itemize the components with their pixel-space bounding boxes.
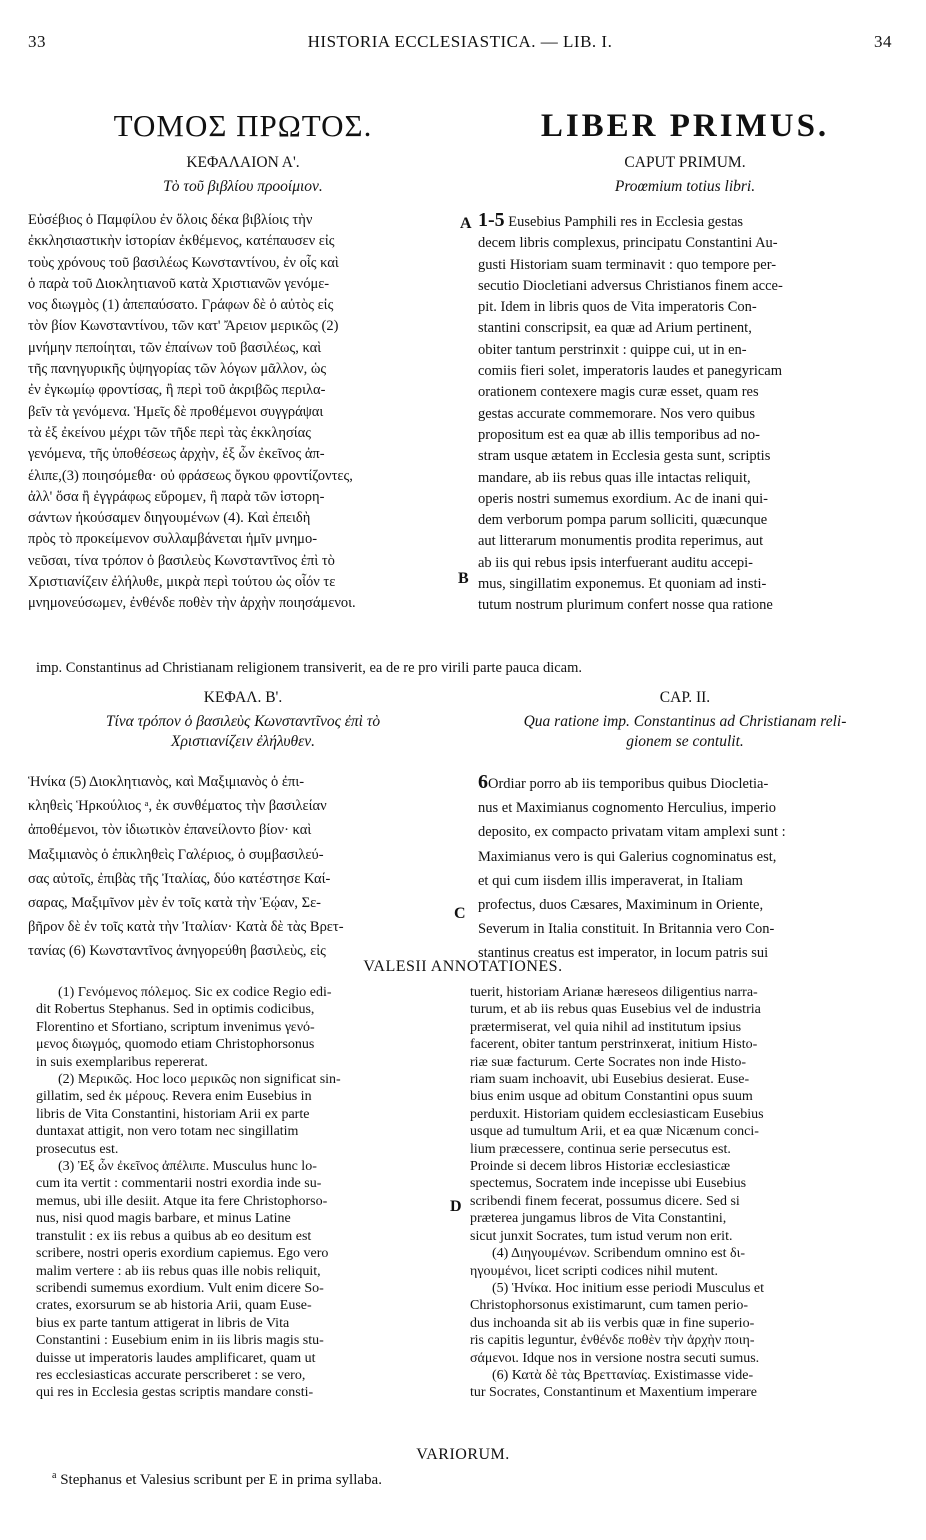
note-line: (2) Μερικῶς. Hoc loco μερικῶς non significat sin- (58, 1072, 341, 1088)
text-line: σάντων ἠκούσαμεν διηγουμένων (4). Καὶ ἐπειδὴ (28, 510, 311, 527)
note-line: spectemus, Socratem inde incepisse ubi Eusebius (470, 1176, 747, 1192)
margin-letter-c: C (454, 905, 466, 922)
text-line: gusti Historiam suam terminavit : quo tempore per- (478, 256, 777, 273)
text-line: et qui cum iisdem illis imperaverat, in Italiam (478, 872, 743, 889)
note-line: in suis exemplaribus repererat. (36, 1054, 208, 1070)
latin-text-chapter-1 (478, 210, 892, 617)
text-line: βῆρον δὲ ἐν τοῖς κατὰ τὴν Ἰταλίαν· Κατὰ δὲ τὰς Βρετ- (28, 919, 344, 936)
note-line: Constantini : Eusebium enim in iis libris magis stu- (36, 1333, 324, 1349)
text-line: Maximianus vero is qui Galerius cognominatus est, (478, 848, 777, 865)
text-line-content: Eusebius Pamphili res in Ecclesia gestas (508, 214, 744, 230)
note-line: scribere, nostri operis exordium capiemus. Ego vero (36, 1246, 329, 1262)
text-line: comiis fieri solet, imperatoris laudes et panegyricam (478, 363, 782, 380)
note-line: res ecclesiasticas accurate perscriberet : se vero, (36, 1367, 306, 1383)
note-line: μενος διωγμός, quomodo etiam Christophorsonus (36, 1037, 315, 1053)
text-line: γενόμενα, τῆς ὑποθέσεως ἀρχὴν, ἐξ ὧν ἐκεῖνος ἀπ- (28, 446, 325, 463)
note-line: cum ita vertit : commentarii nostri exordia inde su- (36, 1176, 322, 1192)
annotations-heading: VALESII ANNOTATIONES. (363, 958, 563, 975)
note-line: duisse ut imperatoris laudes amplificaret, quam ut (36, 1350, 316, 1366)
note-line: riæ suæ facturum. Certe Socrates non inde Histo- (470, 1054, 747, 1070)
text-line (478, 770, 892, 796)
note-line: crates, exorsurum se ab historia Arii, quam Euse- (36, 1298, 312, 1314)
text-line: obiter tantum perstrinxit : quippe cui, ut in en- (478, 341, 747, 358)
variorum-note-text: Stephanus et Valesius scribunt per E in prima syllaba. (60, 1472, 382, 1488)
text-line: stram usque ætatem in Ecclesia gesta sunt, scriptis (478, 448, 771, 465)
note-line: Florentino et Sfortiano, scriptum invenimus γενό- (36, 1019, 315, 1035)
note-line: scribendi sumemus exordium. Vult enim dicere So- (36, 1280, 324, 1296)
margin-letter-d: D (450, 1198, 462, 1215)
tome-title: ΤΟΜΟΣ ΠΡΩΤΟΣ. (113, 108, 373, 143)
running-head (28, 32, 892, 56)
note-line: tur Socrates, Constantinum et Maxentium imperare (470, 1385, 757, 1401)
note-line: (5) Ἡνίκα. Hoc initium esse periodi Musculus et (492, 1280, 765, 1296)
note-line: Proinde si decem libros Historiæ ecclesiasticæ (470, 1159, 731, 1175)
text-line: μνημονεύσωμεν, ἐνθένδε ποθὲν τὴν ἀρχὴν ποιησάμενοι. (28, 595, 356, 612)
text-line: stantini conscripsit, ea quæ ad Arium pertinent, (478, 320, 752, 337)
note-line: ris capitis leguntur, ἐνθένδε ποθὲν τὴν ἀρχὴν ποιη- (470, 1333, 755, 1349)
text-line: Μαξιμιανὸς ὁ ἐπικληθεὶς Γαλέριος, ὁ συμβασιλεύ- (28, 846, 324, 863)
text-line: βεῖν τὰ γενόμενα. Ἡμεῖς δὲ προθέμενοι συγγράψαι (28, 403, 324, 420)
text-line: profectus, duos Cæsares, Maximinum in Oriente, (478, 897, 764, 914)
text-line: decem libris complexus, principatu Constantini Au- (478, 235, 778, 252)
note-line: turum, et ab iis rebus quas Eusebius vel de industria (470, 1002, 761, 1018)
text-line: propositum est ea quæ ab illis temporibus ad no- (478, 426, 760, 443)
chapter-subtitle-latin-line-2: gionem se contulit. (626, 733, 744, 750)
note-line: duntaxat attigit, non vero totam nec singillatim (36, 1124, 299, 1140)
note-line: prætermiserat, vel quia nihil ad institutum ipsius (470, 1019, 742, 1035)
note-line: ηγουμένοι, licet scripti codices nihil mutent. (470, 1263, 719, 1279)
text-line: stantinus creatus est imperator, in locum patris sui (478, 945, 769, 962)
section-number: 1-5 (478, 210, 505, 231)
note-line: usque ad tumultum Arii, et ea quæ Nicænum conci- (470, 1124, 759, 1140)
note-line: (3) Ἐξ ὧν ἐκεῖνος ἀπέλιπε. Musculus hunc lo- (58, 1159, 317, 1175)
text-line: ἀλλ' ὅσα ἢ ἐγγράφως εὕρομεν, ἢ παρὰ τῶν ἱστορη- (28, 488, 325, 505)
latin-column-heading (478, 106, 892, 198)
text-line: μνήμην πεποίηται, τῶν ἐπαίνων τοῦ βασιλέως, καὶ (28, 339, 322, 356)
note-line: scribendi finem fecerat, possumus dicere. Sed si (470, 1193, 740, 1209)
text-line: τὰ ἐξ ἐκείνου μέχρι τῶν τῆδε περὶ τὰς ἐκκλησίας (28, 424, 311, 441)
page-number-left: 33 (28, 32, 46, 51)
note-line: (4) Διηγουμένων. Scribendum omnino est δι- (492, 1246, 746, 1262)
text-line: Χριστιανίζειν ἐλήλυθε, μικρὰ περὶ τούτου ὡς οἷόν τε (28, 574, 336, 591)
chapter-subtitle-greek-line-1: Τίνα τρόπον ὁ βασιλεὺς Κωνσταντῖνος ἐπὶ τὸ (105, 713, 381, 730)
variorum-note (52, 1470, 382, 1489)
text-line: νεῦσαι, τίνα τρόπον ὁ βασιλεὺς Κωνσταντῖνος ἐπὶ τὸ (28, 552, 335, 569)
note-line: riam suam inchoavit, ubi Eusebius desierat. Euse- (470, 1072, 750, 1088)
text-line: pit. Idem in libris quos de Vita imperatoris Con- (478, 299, 757, 316)
text-line: τανίας (6) Κωνσταντῖνος ἀνηγορεύθη βασιλεὺς, εἰς (28, 943, 326, 960)
note-line: σάμενοι. Idque nos in versione nostra secuti sumus. (470, 1350, 760, 1366)
text-line: operis nostri sumemus exordium. Ac de inani qui- (478, 490, 768, 507)
note-line: lium præcessere, continua serie persecutus est. (470, 1141, 731, 1157)
text-line: έλιπε,(3) ποιησόμεθα· οὐ φράσεως ὄγκου φροντίζοντες, (28, 467, 353, 484)
latin-text-chapter-2 (478, 770, 892, 966)
text-line: ὁ παρὰ τοῦ Διοκλητιανοῦ κατὰ Χριστιανῶν γενόμε- (28, 275, 330, 292)
text-line: πρὸς τὸ προκείμενον συλλαμβάνεται ἡμῖν μνημο- (28, 531, 318, 548)
note-line: perduxit. Historiam quidem ecclesiasticam Eusebius (470, 1106, 764, 1122)
text-line: tutum nostrum plurimum confert nosse qua ratione (478, 597, 773, 614)
text-line: Severum in Italia constituit. In Britannia vero Con- (478, 921, 775, 938)
note-line: dit Robertus Stephanus. Sed in optimis codicibus, (36, 1002, 315, 1018)
text-line (478, 210, 892, 233)
greek-text-chapter-1 (28, 210, 458, 615)
greek-chapter-2-heading (28, 686, 458, 752)
text-line: orationem contexere magis curæ esset, quam res (478, 384, 759, 401)
liber-title: LIBER PRIMUS. (540, 108, 830, 144)
section-number: 6 (478, 771, 488, 793)
chapter-subtitle-latin: Proœmium totius libri. (614, 178, 756, 195)
text-line: Εὐσέβιος ὁ Παμφίλου ἐν ὅλοις δέκα βιβλίοις τὴν (28, 212, 313, 228)
text-line: τὸν βίον Κωνσταντίνου, τῶν κατ' Ἄρειον μερικῶς (2) (28, 318, 339, 335)
text-line: deposito, ex compacto privatam vitam amplexi sunt : (478, 824, 786, 841)
page-number-right: 34 (874, 32, 892, 51)
text-line: secutio Diocletiani adversus Christianos finem acce- (478, 277, 783, 294)
text-line: gestas accurate commemorare. Nos vero quibus (478, 405, 756, 422)
text-line: τοὺς χρόνους τοῦ βασιλέως Κωνσταντίνου, ἐν οἷς καὶ (28, 254, 339, 271)
text-line: νος διωγμὸς (1) ἀπεπαύσατο. Γράφων δὲ ὁ αὐτὸς εἰς (28, 297, 334, 314)
note-line: dus inchoanda sit ab iis verbis quæ in fine superio- (470, 1315, 755, 1331)
text-line: dem verborum pompa parum solliciti, quæcunque (478, 512, 768, 529)
chapter-heading-greek: ΚΕΦΑΛΑΙΟΝ Α'. (186, 154, 300, 171)
text-line: τῆς πανηγυρικῆς ὑψηγορίας τῶν λόγων μᾶλλον, ὡς (28, 361, 327, 378)
text-line: σας αὐτοῖς, ἐπιβὰς τῆς Ἰταλίας, δύο κατέστησε Καί- (28, 870, 331, 887)
annotations-right-column (470, 984, 890, 1402)
text-line: ἀποθέμενοι, τὸν ἰδιωτικὸν ἐπανείλοντο βίον· καὶ (28, 822, 312, 839)
margin-letter-a: A (460, 215, 472, 232)
latin-chapter-2-heading (478, 686, 892, 752)
text-line: Ἡνίκα (5) Διοκλητιανὸς, καὶ Μαξιμιανὸς ὁ ἐπι- (28, 774, 305, 790)
note-line: præterea jungamus libros de Vita Constantini, (470, 1211, 727, 1227)
note-line: libris de Vita Constantini, historiam Arii ex parte (36, 1106, 310, 1122)
note-line: sicut junxit Socrates, tum istud verum non erit. (470, 1228, 733, 1244)
chapter-heading-greek: ΚΕΦΑΛ. Β'. (203, 689, 283, 706)
text-line: ἐκκλησιαστικὴν ἱστορίαν ἐκθέμενος, κατέπαυσεν εἰς (28, 233, 335, 250)
note-line: transtulit : ex iis rebus a quibus ab eo desitum est (36, 1228, 312, 1244)
note-line: bius ex parte tantum attigerat in libris de Vita (36, 1315, 290, 1331)
note-line: nus, nisi quod magis barbare, et minus Latine (36, 1211, 291, 1227)
text-line: κληθεὶς Ἡρκούλιος ᵃ, ἐκ συνθέματος τὴν βασιλείαν (28, 798, 327, 815)
greek-text-chapter-2 (28, 770, 458, 964)
running-title: HISTORIA ECCLESIASTICA. — LIB. I. (307, 32, 613, 51)
text-line: σαρας, Μαξιμῖνον μὲν ἐν τοῖς κατὰ τὴν Ἑῴαν, Σε- (28, 895, 321, 912)
chapter-subtitle-latin-line-1: Qua ratione imp. Constantinus ad Christianam reli- (523, 713, 847, 730)
chapter-subtitle-greek-line-2: Χριστιανίζειν ἐλήλυθεν. (170, 733, 316, 750)
note-line: Christophorsonus existimarunt, cum tamen perio- (470, 1298, 749, 1314)
text-line: nus et Maximianus cognomento Herculius, imperio (478, 800, 777, 817)
full-width-line: imp. Constantinus ad Christianam religionem transiverit, ea de re pro virili parte pauca dicam. (36, 660, 583, 676)
variorum-heading: VARIORUM. (416, 1446, 510, 1463)
chapter-heading-latin: CAP. II. (659, 689, 711, 706)
note-line: tuerit, historiam Arianæ hæreseos diligentius narra- (470, 985, 758, 1000)
text-line: mus, singillatim exponemus. Et quoniam ad insti- (478, 576, 767, 593)
note-line: facerent, obiter tantum perstrinxerat, initium Histo- (470, 1037, 758, 1053)
chapter-subtitle-greek: Τὸ τοῦ βιβλίου προοίμιον. (163, 178, 323, 195)
margin-letter-b: B (458, 570, 469, 587)
annotations-left-column (36, 984, 446, 1402)
note-line: malim vertere : ab iis rebus quas ille nobis reliquit, (36, 1263, 321, 1279)
text-line-content: Ordiar porro ab iis temporibus quibus Diocletia- (488, 776, 769, 792)
text-line: ab iis qui rebus ipsis interfuerant auditu accepi- (478, 554, 754, 571)
text-line: aut litterarum monumentis prodita reperimus, aut (478, 533, 764, 550)
note-line: (6) Κατὰ δὲ τὰς Βρεττανίας. Existimasse vide- (492, 1367, 754, 1383)
note-line: bius enim usque ad obitum Constantini opus suum (470, 1089, 753, 1105)
greek-column-heading (28, 106, 458, 198)
text-line: ἐν ἐγκωμίῳ φροντίσας, ἢ περὶ τοῦ ἀκριβῶς περιλα- (28, 382, 326, 399)
note-line: qui res in Ecclesia gestas scriptis mandare consti- (36, 1385, 314, 1401)
note-line: memus, ubi ille desiit. Atque ita fere Christophorso- (36, 1193, 328, 1209)
note-line: gillatim, sed ἐκ μέρους. Revera enim Eusebius in (36, 1089, 312, 1105)
chapter-heading-latin: CAPUT PRIMUM. (624, 154, 746, 171)
note-line: (1) Γενόμενος πόλεμος. Sic ex codice Regio edi- (58, 985, 332, 1000)
note-line: prosecutus est. (36, 1141, 119, 1157)
footnote-mark: a (52, 1470, 57, 1481)
text-line: mandare, ab iis rebus quas ille intactas reliquit, (478, 469, 751, 486)
